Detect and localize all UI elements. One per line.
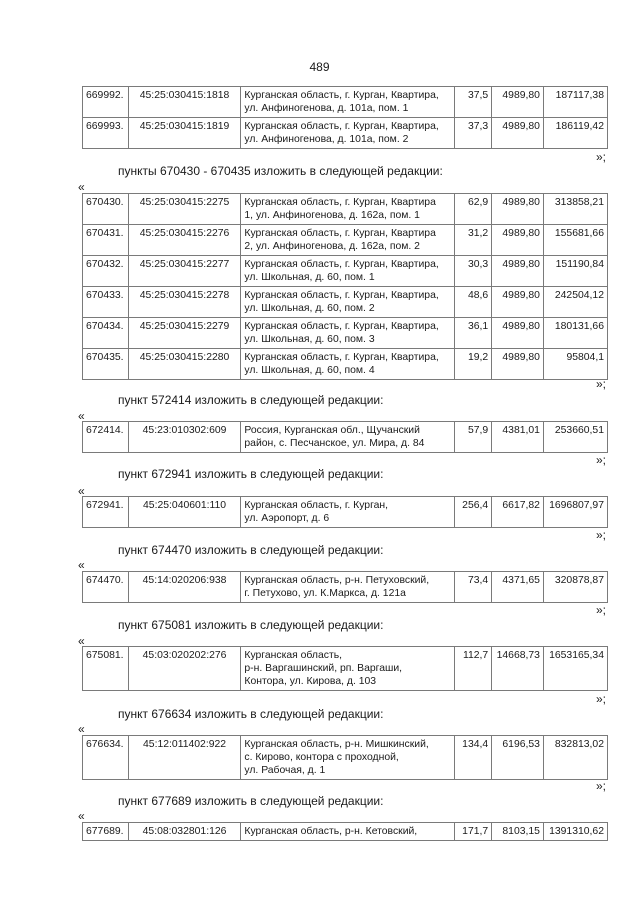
closing-quote: »; bbox=[596, 453, 607, 467]
area: 30,3 bbox=[454, 256, 492, 287]
registry-table bbox=[82, 571, 608, 603]
registry-table bbox=[82, 421, 608, 453]
row-number: 674470. bbox=[83, 572, 129, 603]
cadastral-number: 45:25:030415:2275 bbox=[128, 194, 241, 225]
closing-quote: »; bbox=[596, 692, 607, 706]
area: 62,9 bbox=[454, 194, 492, 225]
address: Курганская область, г. Курган, Квартира 2, ул. Анфиногенова, д. 162а, пом. 2 bbox=[241, 225, 454, 256]
address: Курганская область, г. Курган, Квартира, ул. Анфиногенова, д. 101а, пом. 1 bbox=[241, 87, 454, 118]
cost: 187117,38 bbox=[543, 87, 607, 118]
closing-quote: »; bbox=[596, 377, 607, 391]
cost: 1696807,97 bbox=[543, 497, 607, 528]
row-number: 672941. bbox=[83, 497, 129, 528]
address: Курганская область, г. Курган, Квартира, ул. Школьная, д. 60, пом. 2 bbox=[241, 287, 454, 318]
area: 19,2 bbox=[454, 349, 492, 380]
closing-quote: »; bbox=[596, 779, 607, 793]
amendment-heading: пункты 670430 - 670435 изложить в следующей редакции: bbox=[118, 164, 443, 178]
area: 134,4 bbox=[454, 736, 492, 780]
closing-quote: »; bbox=[596, 528, 607, 542]
registry-table bbox=[82, 86, 608, 149]
table-row bbox=[83, 194, 608, 225]
price: 14668,73 bbox=[492, 647, 544, 691]
price: 4989,80 bbox=[492, 225, 544, 256]
amendment-heading: пункт 676634 изложить в следующей редакции: bbox=[118, 707, 384, 721]
row-number: 669992. bbox=[83, 87, 129, 118]
row-number: 670433. bbox=[83, 287, 129, 318]
cadastral-number: 45:23:010302:609 bbox=[128, 422, 241, 453]
cost: 155681,66 bbox=[543, 225, 607, 256]
price: 4989,80 bbox=[492, 256, 544, 287]
row-number: 675081. bbox=[83, 647, 129, 691]
opening-quote: « bbox=[78, 558, 85, 572]
cadastral-number: 45:25:030415:1818 bbox=[128, 87, 241, 118]
row-number: 677689. bbox=[83, 823, 129, 841]
registry-table bbox=[82, 735, 608, 780]
price: 4989,80 bbox=[492, 287, 544, 318]
table-row bbox=[83, 647, 608, 691]
cadastral-number: 45:14:020206:938 bbox=[128, 572, 241, 603]
table-row bbox=[83, 497, 608, 528]
cost: 242504,12 bbox=[543, 287, 607, 318]
price: 8103,15 bbox=[492, 823, 544, 841]
price: 6196,53 bbox=[492, 736, 544, 780]
address: Курганская область, р-н. Мишкинский, с. Кирово, контора с проходной, ул. Рабочая, д. 1 bbox=[241, 736, 454, 780]
cadastral-number: 45:25:030415:1819 bbox=[128, 118, 241, 149]
row-number: 670434. bbox=[83, 318, 129, 349]
price: 4371,65 bbox=[492, 572, 544, 603]
opening-quote: « bbox=[78, 809, 85, 823]
address: Курганская область, г. Курган, Квартира, ул. Анфиногенова, д. 101а, пом. 2 bbox=[241, 118, 454, 149]
opening-quote: « bbox=[78, 180, 85, 194]
amendment-heading: пункт 572414 изложить в следующей редакции: bbox=[118, 393, 384, 407]
table-row bbox=[83, 349, 608, 380]
cadastral-number: 45:12:011402:922 bbox=[128, 736, 241, 780]
price: 4989,80 bbox=[492, 349, 544, 380]
amendment-heading: пункт 672941 изложить в следующей редакции: bbox=[118, 467, 384, 481]
row-number: 670435. bbox=[83, 349, 129, 380]
opening-quote: « bbox=[78, 409, 85, 423]
page-number: 489 bbox=[309, 60, 330, 74]
cadastral-number: 45:25:030415:2277 bbox=[128, 256, 241, 287]
registry-table bbox=[82, 646, 608, 691]
cost: 151190,84 bbox=[543, 256, 607, 287]
cost: 1653165,34 bbox=[543, 647, 607, 691]
area: 31,2 bbox=[454, 225, 492, 256]
cadastral-number: 45:03:020202:276 bbox=[128, 647, 241, 691]
area: 112,7 bbox=[454, 647, 492, 691]
amendment-heading: пункт 674470 изложить в следующей редакции: bbox=[118, 543, 384, 557]
closing-quote: »; bbox=[596, 150, 607, 164]
cadastral-number: 45:25:040601:110 bbox=[128, 497, 241, 528]
area: 73,4 bbox=[454, 572, 492, 603]
table-row bbox=[83, 736, 608, 780]
area: 37,3 bbox=[454, 118, 492, 149]
row-number: 672414. bbox=[83, 422, 129, 453]
address: Курганская область, р-н. Петуховский, г. Петухово, ул. К.Маркса, д. 121а bbox=[241, 572, 454, 603]
amendment-heading: пункт 677689 изложить в следующей редакции: bbox=[118, 794, 384, 808]
address: Курганская область, р-н. Кетовский, bbox=[241, 823, 454, 841]
opening-quote: « bbox=[78, 484, 85, 498]
area: 256,4 bbox=[454, 497, 492, 528]
row-number: 676634. bbox=[83, 736, 129, 780]
opening-quote: « bbox=[78, 722, 85, 736]
price: 4989,80 bbox=[492, 194, 544, 225]
area: 37,5 bbox=[454, 87, 492, 118]
registry-table bbox=[82, 822, 608, 841]
price: 4989,80 bbox=[492, 118, 544, 149]
cadastral-number: 45:25:030415:2280 bbox=[128, 349, 241, 380]
price: 4381,01 bbox=[492, 422, 544, 453]
address: Курганская область, г. Курган, Квартира, ул. Школьная, д. 60, пом. 4 bbox=[241, 349, 454, 380]
address: Курганская область, г. Курган, Квартира 1, ул. Анфиногенова, д. 162а, пом. 1 bbox=[241, 194, 454, 225]
address: Россия, Курганская обл., Щучанский район, с. Песчанское, ул. Мира, д. 84 bbox=[241, 422, 454, 453]
cost: 253660,51 bbox=[543, 422, 607, 453]
table-row bbox=[83, 823, 608, 841]
cadastral-number: 45:25:030415:2276 bbox=[128, 225, 241, 256]
amendment-heading: пункт 675081 изложить в следующей редакции: bbox=[118, 618, 384, 632]
cost: 186119,42 bbox=[543, 118, 607, 149]
table-row bbox=[83, 287, 608, 318]
cadastral-number: 45:08:032801:126 bbox=[128, 823, 241, 841]
cost: 95804,1 bbox=[543, 349, 607, 380]
cost: 313858,21 bbox=[543, 194, 607, 225]
registry-table bbox=[82, 193, 608, 380]
price: 4989,80 bbox=[492, 87, 544, 118]
table-row bbox=[83, 422, 608, 453]
cost: 320878,87 bbox=[543, 572, 607, 603]
cost: 180131,66 bbox=[543, 318, 607, 349]
registry-table bbox=[82, 496, 608, 528]
table-row bbox=[83, 256, 608, 287]
area: 171,7 bbox=[454, 823, 492, 841]
cadastral-number: 45:25:030415:2278 bbox=[128, 287, 241, 318]
closing-quote: »; bbox=[596, 603, 607, 617]
address: Курганская область, г. Курган, ул. Аэропорт, д. 6 bbox=[241, 497, 454, 528]
area: 57,9 bbox=[454, 422, 492, 453]
area: 36,1 bbox=[454, 318, 492, 349]
cost: 1391310,62 bbox=[543, 823, 607, 841]
row-number: 669993. bbox=[83, 118, 129, 149]
cost: 832813,02 bbox=[543, 736, 607, 780]
address: Курганская область, г. Курган, Квартира, ул. Школьная, д. 60, пом. 3 bbox=[241, 318, 454, 349]
table-row bbox=[83, 87, 608, 118]
table-row bbox=[83, 225, 608, 256]
row-number: 670432. bbox=[83, 256, 129, 287]
row-number: 670430. bbox=[83, 194, 129, 225]
table-row bbox=[83, 118, 608, 149]
opening-quote: « bbox=[78, 634, 85, 648]
price: 6617,82 bbox=[492, 497, 544, 528]
area: 48,6 bbox=[454, 287, 492, 318]
table-row bbox=[83, 318, 608, 349]
address: Курганская область, р-н. Варгашинский, рп. Варгаши, Контора, ул. Кирова, д. 103 bbox=[241, 647, 454, 691]
price: 4989,80 bbox=[492, 318, 544, 349]
cadastral-number: 45:25:030415:2279 bbox=[128, 318, 241, 349]
table-row bbox=[83, 572, 608, 603]
row-number: 670431. bbox=[83, 225, 129, 256]
address: Курганская область, г. Курган, Квартира, ул. Школьная, д. 60, пом. 1 bbox=[241, 256, 454, 287]
